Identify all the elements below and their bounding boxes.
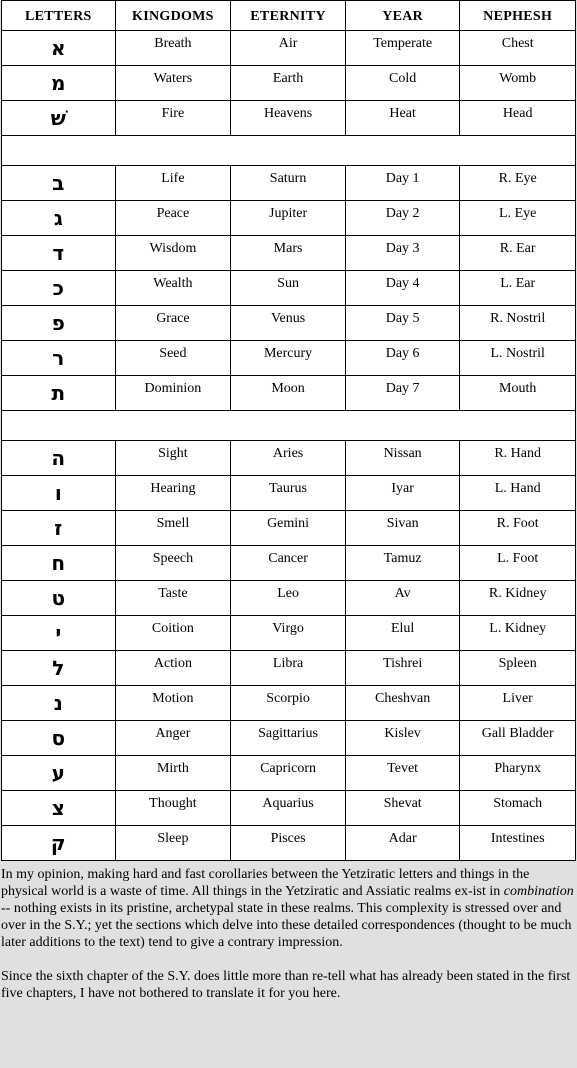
year-cell: Heat — [345, 101, 459, 136]
hebrew-letter-cell: מ — [2, 66, 116, 101]
year-cell: Day 1 — [345, 166, 459, 201]
hebrew-letter-cell: ה — [2, 441, 116, 476]
kingdom-cell: Life — [115, 166, 231, 201]
hebrew-letter-cell: ל — [2, 651, 116, 686]
nephesh-cell: R. Hand — [460, 441, 576, 476]
eternity-cell: Pisces — [231, 826, 346, 861]
header-eternity: ETERNITY — [231, 1, 346, 31]
header-row — [2, 1, 576, 31]
year-cell: Temperate — [345, 31, 459, 66]
eternity-cell: Jupiter — [231, 201, 346, 236]
hebrew-letter-cell: צ — [2, 791, 116, 826]
eternity-cell: Capricorn — [231, 756, 346, 791]
nephesh-cell: Gall Bladder — [460, 721, 576, 756]
year-cell: Kislev — [345, 721, 459, 756]
hebrew-letter-cell: ע — [2, 756, 116, 791]
spacer-cell — [2, 411, 576, 441]
commentary-paragraph-2: Since the sixth chapter of the S.Y. does little more than re-tell what has already been stated in the first five chapters, I have not bothered to translate it for you here. — [1, 969, 571, 1001]
emphasis-combination: combination — [503, 884, 574, 899]
table-row — [2, 546, 576, 581]
nephesh-cell: R. Foot — [460, 511, 576, 546]
table-row — [2, 31, 576, 66]
eternity-cell: Venus — [231, 306, 346, 341]
paragraph-1-text-end: -- nothing exists in its pristine, archetypal state in these realms. This complexity is stressed over and over in the S.Y.; yet the sections which delve into these detailed correspondences (thought to be much later additions to the text) tend to give a contrary impression. — [1, 901, 572, 950]
eternity-cell: Virgo — [231, 616, 346, 651]
hebrew-letter-cell: ס — [2, 721, 116, 756]
hebrew-letter-cell: ו — [2, 476, 116, 511]
table-row — [2, 271, 576, 306]
nephesh-cell: L. Kidney — [460, 616, 576, 651]
kingdom-cell: Sleep — [115, 826, 231, 861]
nephesh-cell: Stomach — [460, 791, 576, 826]
year-cell: Tamuz — [345, 546, 459, 581]
header-nephesh: NEPHESH — [460, 1, 576, 31]
commentary — [0, 861, 577, 1002]
table-row — [2, 756, 576, 791]
eternity-cell: Mars — [231, 236, 346, 271]
nephesh-cell: L. Nostril — [460, 341, 576, 376]
year-cell: Day 2 — [345, 201, 459, 236]
table-row — [2, 651, 576, 686]
hebrew-letter-cell: ט — [2, 581, 116, 616]
nephesh-cell: Chest — [460, 31, 576, 66]
correspondence-table — [1, 0, 576, 861]
kingdom-cell: Smell — [115, 511, 231, 546]
nephesh-cell: Spleen — [460, 651, 576, 686]
year-cell: Av — [345, 581, 459, 616]
paragraph-1-text: In my opinion, making hard and fast corollaries between the Yetziratic letters and things in the physical world is a waste of time. All things in the Yetziratic and Assiatic realms ex-ist in — [1, 867, 530, 899]
eternity-cell: Aquarius — [231, 791, 346, 826]
nephesh-cell: R. Eye — [460, 166, 576, 201]
eternity-cell: Saturn — [231, 166, 346, 201]
kingdom-cell: Seed — [115, 341, 231, 376]
kingdom-cell: Fire — [115, 101, 231, 136]
hebrew-letter-cell: ז — [2, 511, 116, 546]
kingdom-cell: Wealth — [115, 271, 231, 306]
nephesh-cell: L. Foot — [460, 546, 576, 581]
nephesh-cell: R. Nostril — [460, 306, 576, 341]
table-row — [2, 306, 576, 341]
year-cell: Elul — [345, 616, 459, 651]
kingdom-cell: Motion — [115, 686, 231, 721]
year-cell: Tishrei — [345, 651, 459, 686]
table-row — [2, 581, 576, 616]
table-row — [2, 616, 576, 651]
table-row — [2, 826, 576, 861]
table-row — [2, 341, 576, 376]
hebrew-letter-cell: ג — [2, 201, 116, 236]
nephesh-cell: Womb — [460, 66, 576, 101]
eternity-cell: Heavens — [231, 101, 346, 136]
commentary-paragraph-1 — [1, 866, 575, 951]
kingdom-cell: Grace — [115, 306, 231, 341]
table-row — [2, 201, 576, 236]
table-body — [2, 31, 576, 861]
header-letters: LETTERS — [2, 1, 116, 31]
year-cell: Day 7 — [345, 376, 459, 411]
eternity-cell: Earth — [231, 66, 346, 101]
nephesh-cell: Head — [460, 101, 576, 136]
year-cell: Cold — [345, 66, 459, 101]
year-cell: Sivan — [345, 511, 459, 546]
year-cell: Adar — [345, 826, 459, 861]
kingdom-cell: Breath — [115, 31, 231, 66]
eternity-cell: Sagittarius — [231, 721, 346, 756]
kingdom-cell: Speech — [115, 546, 231, 581]
hebrew-letter-cell: ב — [2, 166, 116, 201]
kingdom-cell: Taste — [115, 581, 231, 616]
table-row — [2, 166, 576, 201]
eternity-cell: Libra — [231, 651, 346, 686]
nephesh-cell: Pharynx — [460, 756, 576, 791]
nephesh-cell: L. Hand — [460, 476, 576, 511]
hebrew-letter-cell: פ — [2, 306, 116, 341]
eternity-cell: Taurus — [231, 476, 346, 511]
eternity-cell: Mercury — [231, 341, 346, 376]
table-row — [2, 441, 576, 476]
kingdom-cell: Wisdom — [115, 236, 231, 271]
hebrew-letter-cell: א — [2, 31, 116, 66]
header-year: YEAR — [345, 1, 459, 31]
year-cell: Day 3 — [345, 236, 459, 271]
hebrew-letter-cell: י — [2, 616, 116, 651]
hebrew-letter-cell: כ — [2, 271, 116, 306]
table-row — [2, 476, 576, 511]
kingdom-cell: Anger — [115, 721, 231, 756]
eternity-cell: Leo — [231, 581, 346, 616]
eternity-cell: Gemini — [231, 511, 346, 546]
kingdom-cell: Coition — [115, 616, 231, 651]
spacer-row — [2, 136, 576, 166]
eternity-cell: Cancer — [231, 546, 346, 581]
nephesh-cell: Intestines — [460, 826, 576, 861]
kingdom-cell: Hearing — [115, 476, 231, 511]
table-row — [2, 721, 576, 756]
hebrew-letter-cell: ת — [2, 376, 116, 411]
table-row — [2, 791, 576, 826]
year-cell: Day 6 — [345, 341, 459, 376]
spacer-row — [2, 411, 576, 441]
kingdom-cell: Peace — [115, 201, 231, 236]
hebrew-letter-cell: ר — [2, 341, 116, 376]
hebrew-letter-cell: נ — [2, 686, 116, 721]
nephesh-cell: R. Ear — [460, 236, 576, 271]
kingdom-cell: Waters — [115, 66, 231, 101]
year-cell: Cheshvan — [345, 686, 459, 721]
table-row — [2, 686, 576, 721]
nephesh-cell: L. Ear — [460, 271, 576, 306]
year-cell: Shevat — [345, 791, 459, 826]
kingdom-cell: Action — [115, 651, 231, 686]
year-cell: Iyar — [345, 476, 459, 511]
hebrew-letter-cell: ח — [2, 546, 116, 581]
eternity-cell: Air — [231, 31, 346, 66]
hebrew-letter-cell: ד — [2, 236, 116, 271]
year-cell: Day 4 — [345, 271, 459, 306]
eternity-cell: Scorpio — [231, 686, 346, 721]
eternity-cell: Moon — [231, 376, 346, 411]
kingdom-cell: Mirth — [115, 756, 231, 791]
eternity-cell: Sun — [231, 271, 346, 306]
header-kingdoms: KINGDOMS — [115, 1, 231, 31]
year-cell: Nissan — [345, 441, 459, 476]
table-row — [2, 376, 576, 411]
year-cell: Tevet — [345, 756, 459, 791]
nephesh-cell: R. Kidney — [460, 581, 576, 616]
table-row — [2, 236, 576, 271]
spacer-cell — [2, 136, 576, 166]
nephesh-cell: Mouth — [460, 376, 576, 411]
eternity-cell: Aries — [231, 441, 346, 476]
table-row — [2, 66, 576, 101]
hebrew-letter-cell: ק — [2, 826, 116, 861]
table-row — [2, 101, 576, 136]
year-cell: Day 5 — [345, 306, 459, 341]
kingdom-cell: Thought — [115, 791, 231, 826]
hebrew-letter-cell: שׁ — [2, 101, 116, 136]
kingdom-cell: Sight — [115, 441, 231, 476]
nephesh-cell: Liver — [460, 686, 576, 721]
nephesh-cell: L. Eye — [460, 201, 576, 236]
kingdom-cell: Dominion — [115, 376, 231, 411]
table-row — [2, 511, 576, 546]
